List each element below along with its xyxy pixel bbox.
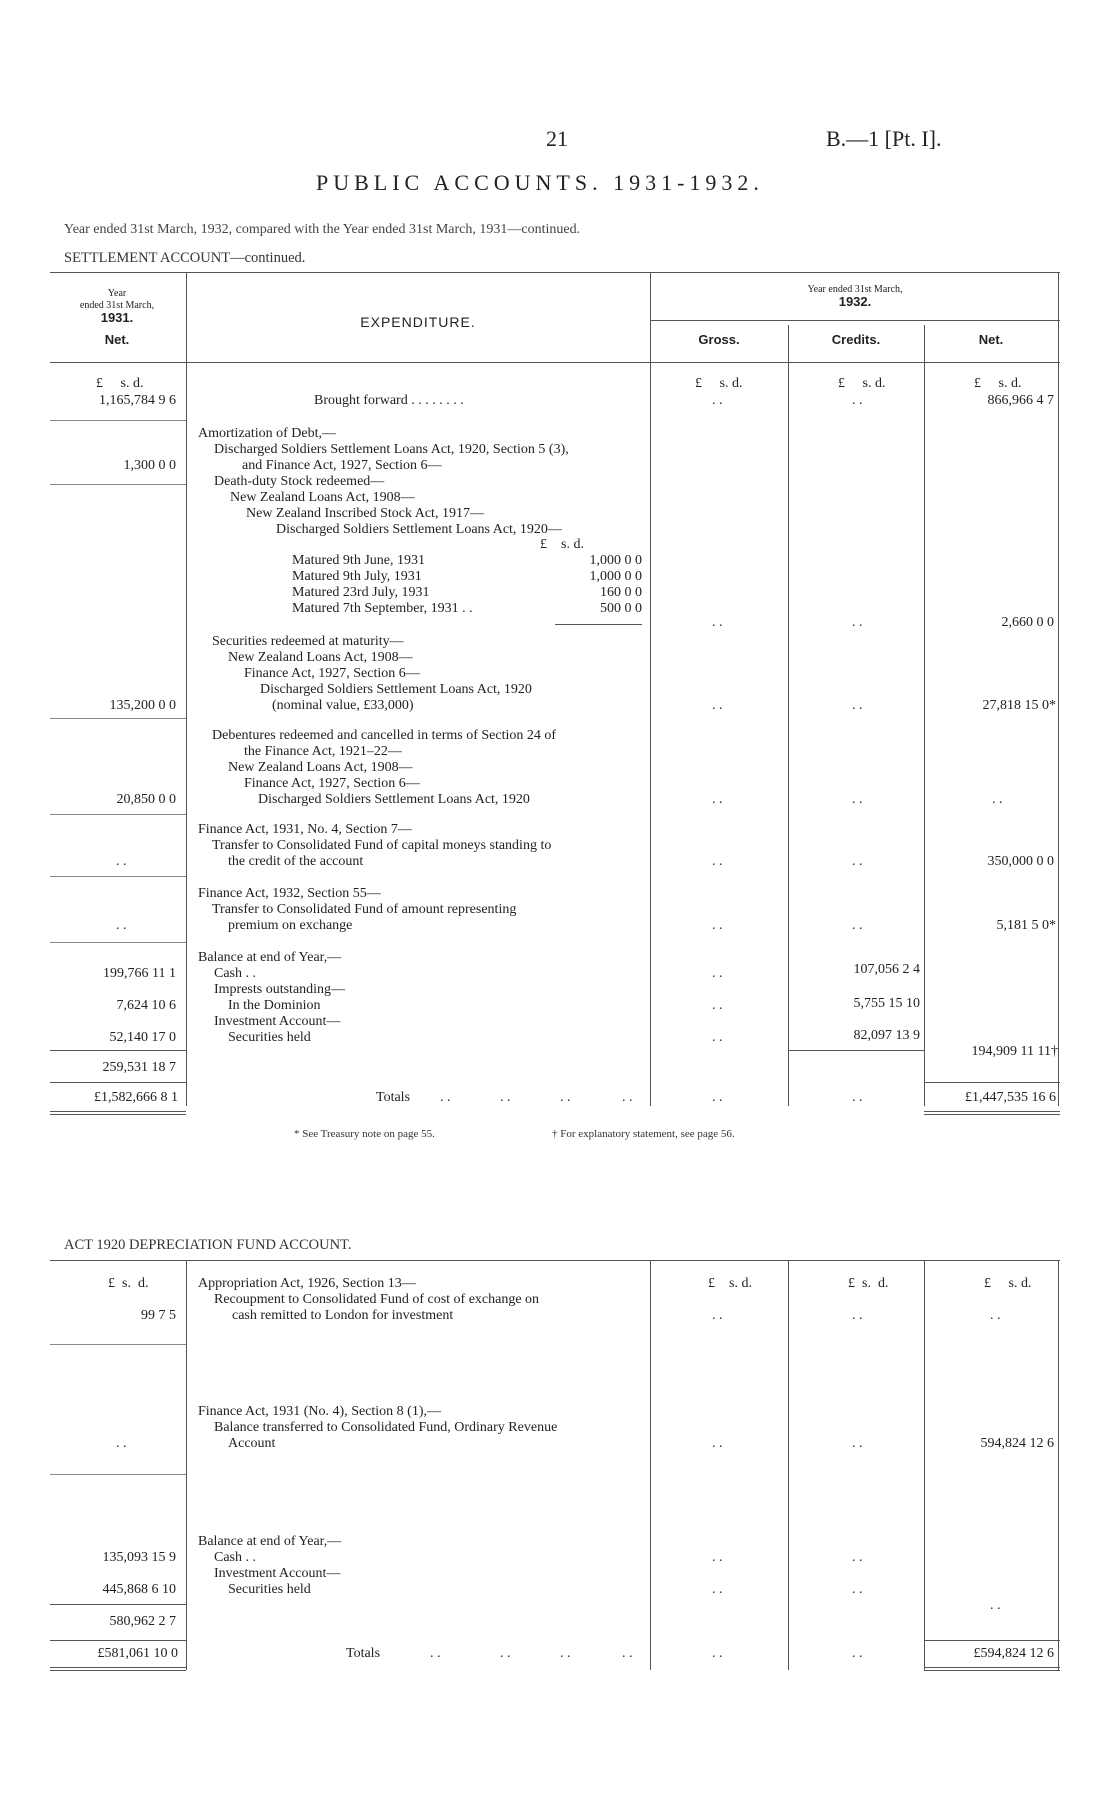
totals-prev: £1,582,666 8 1 bbox=[94, 1090, 178, 1105]
row-rule bbox=[50, 942, 186, 943]
totals-rule bbox=[924, 1640, 1060, 1641]
currency-units: £ s. d. bbox=[848, 1276, 889, 1291]
totals-rule bbox=[50, 1640, 186, 1641]
dots: . . bbox=[712, 792, 723, 807]
double-rule bbox=[50, 1667, 186, 1668]
totals-rule bbox=[50, 1082, 186, 1083]
balance2-prev-cash: 135,093 15 9 bbox=[102, 1550, 176, 1565]
header-bottom-rule bbox=[50, 362, 1060, 363]
column-divider bbox=[924, 1260, 925, 1670]
dots: . . bbox=[440, 1090, 451, 1105]
securities-block: Securities redeemed at maturity— New Zealand Loans Act, 1908— Finance Act, 1927, Section 6— Discharged Soldiers Settlement Loans Act, 1920 (nominal value, £33,000) bbox=[212, 634, 532, 713]
dots: . . bbox=[712, 918, 723, 933]
footnote-star: * See Treasury note on page 55. bbox=[294, 1128, 435, 1140]
column-divider bbox=[650, 1260, 651, 1670]
currency-units: £ s. d. bbox=[108, 1276, 149, 1291]
section-title-2: ACT 1920 DEPRECIATION FUND ACCOUNT. bbox=[64, 1237, 352, 1253]
table-top-rule bbox=[50, 1260, 1060, 1261]
finance1932-net: 5,181 5 0* bbox=[996, 918, 1056, 933]
row-rule bbox=[50, 420, 186, 421]
matured-units: £ s. d. bbox=[540, 537, 584, 552]
expenditure-header: EXPENDITURE. bbox=[360, 314, 476, 330]
dots: . . bbox=[712, 615, 723, 630]
row-rule bbox=[50, 876, 186, 877]
finance1932-block: Finance Act, 1932, Section 55— Transfer to Consolidated Fund of amount representing premium on exchange bbox=[198, 886, 517, 933]
column-divider bbox=[788, 1260, 789, 1670]
dots: . . bbox=[712, 1646, 723, 1661]
amortization-prev: 1,300 0 0 bbox=[123, 458, 176, 473]
dots: . . bbox=[712, 1030, 723, 1045]
dots: . . bbox=[990, 1598, 1001, 1613]
document-reference: B.—1 [Pt. I]. bbox=[826, 126, 942, 151]
year1932-header: Year ended 31st March, 1932. bbox=[807, 284, 903, 309]
balance2-prev-securities: 445,868 6 10 bbox=[102, 1582, 176, 1597]
dots: . . bbox=[992, 792, 1003, 807]
list-item: Matured 9th July, 1931 bbox=[292, 569, 422, 584]
row-rule bbox=[50, 1344, 186, 1345]
year1931-header: Year ended 31st March, 1931. bbox=[79, 288, 155, 325]
column-divider bbox=[186, 272, 187, 1106]
row-rule bbox=[50, 484, 186, 485]
column-divider bbox=[186, 1260, 187, 1670]
row-rule bbox=[50, 1474, 186, 1475]
subtitle: Year ended 31st March, 1932, compared with the Year ended 31st March, 1931—continued. bbox=[64, 222, 581, 237]
appropriation-prev: 99 7 5 bbox=[141, 1308, 176, 1323]
dots: . . bbox=[852, 792, 863, 807]
double-rule bbox=[924, 1111, 1060, 1112]
list-item: Matured 23rd July, 1931 bbox=[292, 585, 430, 600]
finance1931-net: 350,000 0 0 bbox=[987, 854, 1054, 869]
dots: . . bbox=[712, 698, 723, 713]
balance-block-2: Balance at end of Year,— Cash . . Investment Account— Securities held bbox=[198, 1534, 342, 1597]
appropriation-block: Appropriation Act, 1926, Section 13— Recoupment to Consolidated Fund of cost of exchange on cash remitted to London for investment bbox=[198, 1276, 540, 1323]
balance-prev-total: 259,531 18 7 bbox=[102, 1060, 176, 1075]
dots: . . bbox=[852, 918, 863, 933]
currency-units: £ s. d. bbox=[838, 376, 886, 391]
balance-credits-securities: 82,097 13 9 bbox=[853, 1028, 920, 1043]
totals2-label: Totals bbox=[346, 1646, 381, 1661]
dots: . . bbox=[712, 1090, 723, 1105]
table-top-rule bbox=[50, 272, 1060, 273]
dots: . . bbox=[852, 698, 863, 713]
dots: . . bbox=[560, 1646, 571, 1661]
dots: . . bbox=[852, 1090, 863, 1105]
page-number: 21 bbox=[546, 126, 568, 151]
section-title: SETTLEMENT ACCOUNT—continued. bbox=[64, 250, 306, 266]
dots: . . bbox=[622, 1646, 633, 1661]
row-rule bbox=[50, 718, 186, 719]
dots: . . bbox=[560, 1090, 571, 1105]
subtotal-rule bbox=[50, 1050, 186, 1051]
dots: . . bbox=[712, 966, 723, 981]
balance2-prev-total: 580,962 2 7 bbox=[109, 1614, 176, 1629]
amortization-block: Amortization of Debt,— Discharged Soldiers Settlement Loans Act, 1920, Section 5 (3), and Finance Act, 1927, Section 6— Death-duty Stock redeemed— New Zealand Loans Act, 1908— New Zealand Inscribed Stock Act, 1917— Discharged Soldiers Settlement Loans Act, 1920— bbox=[198, 426, 569, 537]
matured-list bbox=[292, 553, 473, 617]
net-header: Net. bbox=[104, 332, 130, 347]
currency-units: £ s. d. bbox=[96, 376, 144, 391]
dots: . . bbox=[116, 1436, 127, 1451]
dots: . . bbox=[852, 1646, 863, 1661]
balance-prev-dominion: 7,624 10 6 bbox=[116, 998, 176, 1013]
dots: . . bbox=[712, 1550, 723, 1565]
brought-forward-label: Brought forward . . . . . . . . bbox=[314, 393, 464, 408]
dots: . . bbox=[712, 1582, 723, 1597]
totals-rule bbox=[924, 1082, 1060, 1083]
dots: . . bbox=[852, 615, 863, 630]
balance-credits-dominion: 5,755 15 10 bbox=[853, 996, 920, 1011]
column-divider bbox=[924, 325, 925, 1106]
currency-units: £ s. d. bbox=[984, 1276, 1032, 1291]
subtotal-rule bbox=[50, 1604, 186, 1605]
totals-label: Totals bbox=[376, 1090, 411, 1105]
dots: . . bbox=[712, 1308, 723, 1323]
balance-prev-cash: 199,766 11 1 bbox=[103, 966, 176, 981]
balance-prev-securities: 52,140 17 0 bbox=[109, 1030, 176, 1045]
row-rule bbox=[50, 814, 186, 815]
totals2-net: £594,824 12 6 bbox=[973, 1646, 1054, 1661]
double-rule bbox=[50, 1114, 186, 1115]
brought-forward-net: 866,966 4 7 bbox=[987, 393, 1054, 408]
dots: . . bbox=[500, 1646, 511, 1661]
list-item: Matured 7th September, 1931 . . bbox=[292, 601, 473, 616]
column-divider bbox=[788, 325, 789, 1106]
debentures-block: Debentures redeemed and cancelled in terms of Section 24 of the Finance Act, 1921–22— New Zealand Loans Act, 1908— Finance Act, 1927, Section 6— Discharged Soldiers Settlement Loans Act, 1920 bbox=[212, 728, 557, 807]
net2-header: Net. bbox=[978, 332, 1004, 347]
balance-block: Balance at end of Year,— Cash . . Imprests outstanding— In the Dominion Investment Account— Securities held bbox=[198, 950, 346, 1045]
page-title: PUBLIC ACCOUNTS. 1931-1932. bbox=[316, 170, 764, 195]
dots: . . bbox=[852, 854, 863, 869]
double-rule bbox=[50, 1670, 186, 1671]
brought-forward-prev: 1,165,784 9 6 bbox=[99, 393, 176, 408]
dots: . . bbox=[852, 1308, 863, 1323]
subtotal-rule bbox=[788, 1050, 924, 1051]
totals2-prev: £581,061 10 0 bbox=[97, 1646, 178, 1661]
double-rule bbox=[50, 1111, 186, 1112]
currency-units: £ s. d. bbox=[695, 376, 743, 391]
header-rule bbox=[650, 320, 1060, 321]
currency-units: £ s. d. bbox=[708, 1276, 752, 1291]
dots: . . bbox=[116, 854, 127, 869]
dots: . . bbox=[990, 1308, 1001, 1323]
double-rule bbox=[924, 1114, 1060, 1115]
securities-net: 27,818 15 0* bbox=[982, 698, 1056, 713]
dots: . . bbox=[500, 1090, 511, 1105]
finance1931-block: Finance Act, 1931, No. 4, Section 7— Transfer to Consolidated Fund of capital moneys standing to the credit of the account bbox=[198, 822, 552, 869]
table-right-rule bbox=[1058, 1260, 1059, 1670]
currency-units: £ s. d. bbox=[974, 376, 1022, 391]
dots: . . bbox=[116, 918, 127, 933]
amortization-net: 2,660 0 0 bbox=[1001, 615, 1054, 630]
dots: . . bbox=[712, 854, 723, 869]
matured-amounts: 1,000 0 0 1,000 0 0 160 0 0 500 0 0 bbox=[589, 553, 642, 616]
double-rule bbox=[924, 1667, 1060, 1668]
list-item: Matured 9th June, 1931 bbox=[292, 553, 425, 568]
totals-net: £1,447,535 16 6 bbox=[965, 1090, 1056, 1105]
dots: . . bbox=[852, 1436, 863, 1451]
balance-credits-cash: 107,056 2 4 bbox=[853, 962, 920, 977]
securities-prev: 135,200 0 0 bbox=[109, 698, 176, 713]
brought-forward-credits: . . bbox=[852, 393, 863, 408]
finance-block-2: Finance Act, 1931 (No. 4), Section 8 (1),— Balance transferred to Consolidated Fund, Ordinary Revenue Account bbox=[198, 1404, 558, 1451]
footnote-dagger: † For explanatory statement, see page 56. bbox=[552, 1128, 735, 1140]
subtotal-rule bbox=[555, 624, 642, 625]
dots: . . bbox=[852, 1582, 863, 1597]
gross-header: Gross. bbox=[698, 332, 740, 347]
dots: . . bbox=[712, 998, 723, 1013]
finance-net-2: 594,824 12 6 bbox=[980, 1436, 1054, 1451]
brought-forward-gross: . . bbox=[712, 393, 723, 408]
dots: . . bbox=[852, 1550, 863, 1565]
debentures-prev: 20,850 0 0 bbox=[116, 792, 176, 807]
credits-header: Credits. bbox=[831, 332, 881, 347]
table-right-rule bbox=[1058, 272, 1059, 1106]
dots: . . bbox=[430, 1646, 441, 1661]
double-rule bbox=[924, 1670, 1060, 1671]
column-divider bbox=[650, 272, 651, 1106]
dots: . . bbox=[712, 1436, 723, 1451]
dots: . . bbox=[622, 1090, 633, 1105]
balance-net: 194,909 11 11† bbox=[971, 1044, 1058, 1059]
